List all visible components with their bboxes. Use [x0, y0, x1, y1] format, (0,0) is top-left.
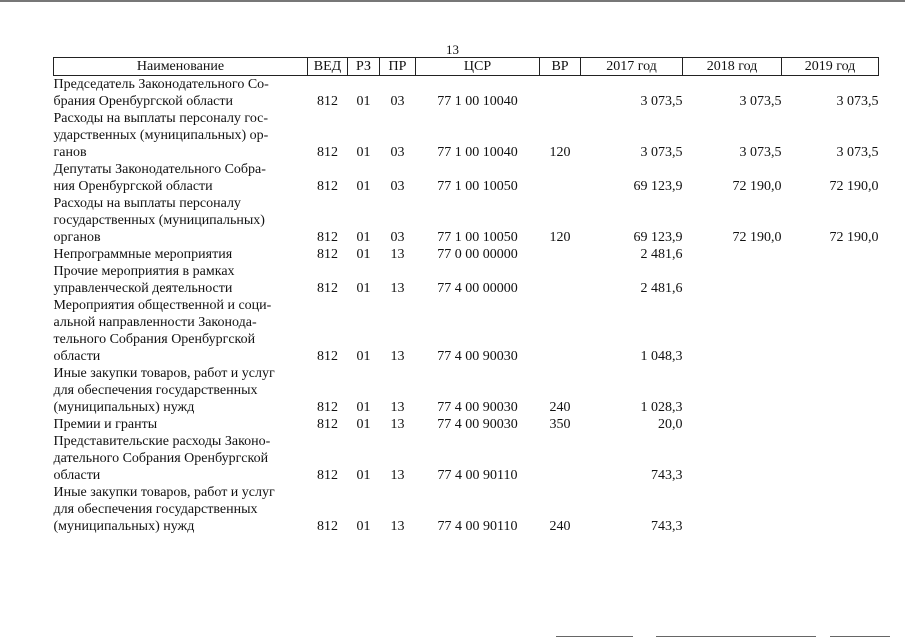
cell-y2018: 72 190,0: [732, 230, 782, 245]
footer-line: [830, 636, 890, 637]
cell-y2018: [683, 365, 782, 416]
row-name: [54, 246, 308, 263]
cell-rz: 01: [356, 468, 371, 483]
table-body: [54, 76, 879, 536]
cell-y2018: 3 073,5: [739, 94, 782, 109]
cell-rz: 01: [356, 281, 371, 296]
cell-y2019: 72 190,0: [829, 179, 879, 194]
cell-rz: 01: [356, 179, 371, 194]
row-name: [54, 484, 308, 535]
row-name-line: для обеспечения государственных: [53, 383, 258, 398]
cell-vr: [540, 263, 581, 297]
row-name-line: (муниципальных) нужд: [53, 519, 195, 534]
cell-pr: 03: [390, 94, 405, 109]
row-name: [54, 161, 308, 195]
row-name-line: области: [53, 468, 101, 483]
row-name-line: Иные закупки товаров, работ и услуг: [53, 485, 275, 500]
table-row: [54, 110, 879, 161]
cell-vr: [540, 161, 581, 195]
cell-vr: 120: [549, 230, 571, 245]
top-border-line: [0, 0, 905, 2]
row-name: [54, 433, 308, 484]
row-name-line: Прочие мероприятия в рамках: [53, 264, 235, 279]
header-rz: РЗ: [348, 58, 380, 76]
cell-rz: 01: [356, 230, 371, 245]
row-name-line: Председатель Законодательного Со-: [53, 77, 269, 92]
cell-y2019: [782, 433, 879, 484]
cell-y2019: 3 073,5: [836, 94, 879, 109]
row-name-line: области: [53, 349, 101, 364]
cell-csr: 77 1 00 10050: [437, 230, 518, 245]
header-pr: ПР: [380, 58, 416, 76]
footer-line: [556, 636, 633, 637]
cell-pr: 13: [390, 349, 405, 364]
table-row: [54, 263, 879, 297]
cell-y2019: [782, 297, 879, 365]
cell-y2019: [782, 416, 879, 433]
cell-y2018: 3 073,5: [739, 145, 782, 160]
footer-line: [656, 636, 816, 637]
table-row: [54, 484, 879, 535]
row-name-line: Непрограммные мероприятия: [53, 247, 233, 262]
cell-vr: [540, 297, 581, 365]
cell-y2017: 69 123,9: [633, 179, 683, 194]
row-name-line: Мероприятия общественной и соци-: [53, 298, 272, 313]
row-name-line: ганов: [53, 145, 87, 160]
row-name-line: органов: [53, 230, 101, 245]
cell-y2019: [782, 246, 879, 263]
cell-rz: 01: [356, 94, 371, 109]
row-name: [54, 416, 308, 433]
cell-y2019: [782, 263, 879, 297]
cell-vr: [540, 76, 581, 111]
cell-vr: 240: [549, 400, 571, 415]
cell-ved: 812: [317, 247, 338, 262]
cell-csr: 77 4 00 00000: [437, 281, 518, 296]
table-row: [54, 161, 879, 195]
cell-vr: 240: [549, 519, 571, 534]
cell-ved: 812: [317, 519, 338, 534]
cell-y2019: [782, 484, 879, 535]
cell-ved: 812: [317, 281, 338, 296]
row-name: [54, 263, 308, 297]
cell-vr: [540, 246, 581, 263]
cell-y2018: [683, 416, 782, 433]
cell-y2019: [782, 365, 879, 416]
page-number: 13: [446, 42, 459, 57]
row-name: [54, 110, 308, 161]
cell-y2017: 1 028,3: [640, 400, 683, 415]
row-name-line: управленческой деятельности: [53, 281, 233, 296]
row-name-line: (муниципальных) нужд: [53, 400, 195, 415]
cell-csr: 77 4 00 90110: [437, 519, 518, 534]
header-vr: ВР: [540, 58, 581, 76]
cell-y2019: 72 190,0: [829, 230, 879, 245]
row-name-line: тельного Собрания Оренбургской: [53, 332, 256, 347]
table-row: [54, 433, 879, 484]
table-row: [54, 76, 879, 111]
table-row: [54, 246, 879, 263]
cell-y2019: 3 073,5: [836, 145, 879, 160]
table-header-row: [54, 58, 879, 76]
header-2019: 2019 год: [782, 58, 879, 76]
cell-csr: 77 1 00 10040: [437, 145, 518, 160]
cell-y2018: [683, 246, 782, 263]
cell-ved: 812: [317, 468, 338, 483]
cell-pr: 13: [390, 281, 405, 296]
cell-y2017: 3 073,5: [640, 145, 683, 160]
cell-y2018: [683, 263, 782, 297]
cell-pr: 03: [390, 145, 405, 160]
cell-ved: 812: [317, 94, 338, 109]
cell-y2018: [683, 433, 782, 484]
row-name-line: Расходы на выплаты персоналу гос-: [53, 111, 269, 126]
row-name-line: дательного Собрания Оренбургской: [53, 451, 269, 466]
cell-rz: 01: [356, 247, 371, 262]
cell-pr: 03: [390, 179, 405, 194]
cell-y2017: 743,3: [651, 468, 683, 483]
cell-y2018: [683, 484, 782, 535]
cell-rz: 01: [356, 417, 371, 432]
cell-rz: 01: [356, 349, 371, 364]
cell-y2017: 20,0: [658, 417, 683, 432]
cell-pr: 13: [390, 468, 405, 483]
cell-vr: [540, 433, 581, 484]
row-name-line: альной направленности Законода-: [53, 315, 257, 330]
row-name-line: государственных (муниципальных): [53, 213, 265, 228]
cell-csr: 77 4 00 90110: [437, 468, 518, 483]
cell-ved: 812: [317, 417, 338, 432]
row-name-line: Представительские расходы Законо-: [53, 434, 271, 449]
cell-y2017: 69 123,9: [633, 230, 683, 245]
row-name: [54, 365, 308, 416]
cell-ved: 812: [317, 400, 338, 415]
row-name-line: ния Оренбургской области: [53, 179, 213, 194]
row-name-line: Иные закупки товаров, работ и услуг: [53, 366, 275, 381]
cell-y2017: 1 048,3: [640, 349, 683, 364]
cell-y2018: 72 190,0: [732, 179, 782, 194]
cell-csr: 77 4 00 90030: [437, 400, 518, 415]
table-row: [54, 416, 879, 433]
header-csr: ЦСР: [416, 58, 540, 76]
cell-ved: 812: [317, 145, 338, 160]
cell-y2017: 2 481,6: [640, 247, 683, 262]
cell-rz: 01: [356, 400, 371, 415]
header-2018: 2018 год: [683, 58, 782, 76]
row-name: [54, 297, 308, 365]
table-row: [54, 297, 879, 365]
cell-pr: 13: [390, 400, 405, 415]
cell-y2017: 743,3: [651, 519, 683, 534]
row-name-line: Премии и гранты: [53, 417, 158, 432]
cell-ved: 812: [317, 179, 338, 194]
row-name-line: Депутаты Законодательного Собра-: [53, 162, 266, 177]
cell-pr: 13: [390, 519, 405, 534]
row-name-line: ударственных (муниципальных) ор-: [53, 128, 269, 143]
row-name-line: Расходы на выплаты персоналу: [53, 196, 241, 211]
row-name-line: брания Оренбургской области: [53, 94, 234, 109]
row-name: [54, 195, 308, 246]
cell-pr: 03: [390, 230, 405, 245]
budget-table: [53, 57, 879, 535]
cell-y2017: 3 073,5: [640, 94, 683, 109]
cell-pr: 13: [390, 247, 405, 262]
row-name: [54, 76, 308, 111]
cell-y2017: 2 481,6: [640, 281, 683, 296]
cell-ved: 812: [317, 230, 338, 245]
cell-csr: 77 0 00 00000: [437, 247, 518, 262]
table-row: [54, 365, 879, 416]
table-row: [54, 195, 879, 246]
cell-rz: 01: [356, 145, 371, 160]
header-name: Наименование: [54, 58, 308, 76]
cell-csr: 77 4 00 90030: [437, 417, 518, 432]
header-2017: 2017 год: [581, 58, 683, 76]
cell-rz: 01: [356, 519, 371, 534]
cell-pr: 13: [390, 417, 405, 432]
cell-vr: 350: [549, 417, 571, 432]
header-ved: ВЕД: [308, 58, 348, 76]
cell-y2018: [683, 297, 782, 365]
cell-vr: 120: [549, 145, 571, 160]
cell-csr: 77 1 00 10040: [437, 94, 518, 109]
cell-csr: 77 4 00 90030: [437, 349, 518, 364]
cell-ved: 812: [317, 349, 338, 364]
row-name-line: для обеспечения государственных: [53, 502, 258, 517]
cell-csr: 77 1 00 10050: [437, 179, 518, 194]
